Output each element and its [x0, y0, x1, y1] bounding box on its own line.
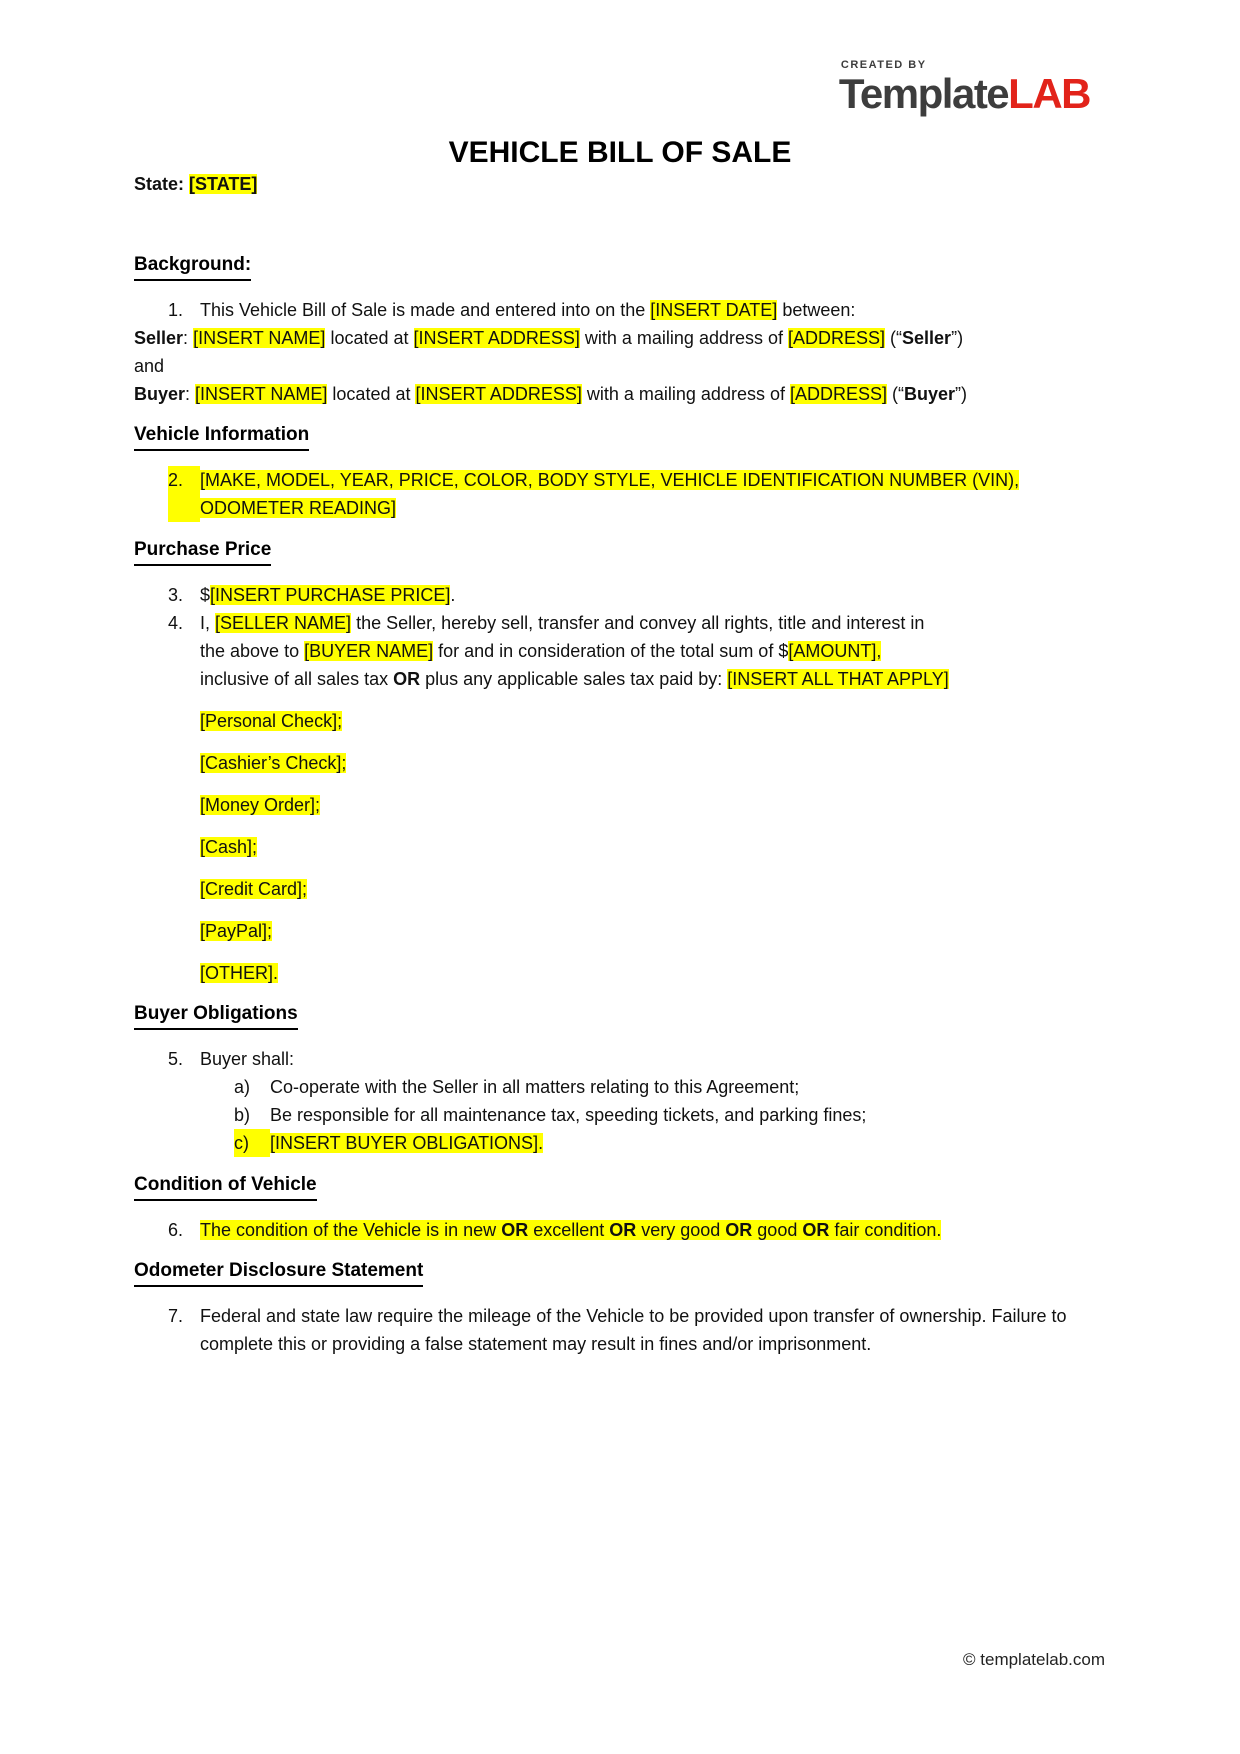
sub-item-b-marker: b) — [234, 1105, 251, 1125]
logo-template-text: Template — [838, 70, 1009, 117]
logo-brand-text — [838, 70, 1090, 117]
item-1-pre: This Vehicle Bill of Sale is made and entered into on the — [200, 300, 651, 320]
seller-mid1: located at — [325, 328, 414, 348]
list-item-7 — [134, 1302, 1105, 1358]
logo-lab-text: LAB — [1008, 70, 1090, 117]
page-title: VEHICLE BILL OF SALE — [448, 136, 792, 169]
sub-item-c-marker: c) — [234, 1129, 270, 1157]
section-heading-buyer-obligations: Buyer Obligations — [134, 1001, 298, 1030]
vehicle-details-placeholder-line2: ODOMETER READING] — [200, 498, 397, 518]
currency-symbol: $ — [200, 585, 211, 605]
buyer-address-placeholder: [INSERT ADDRESS] — [415, 384, 582, 404]
item-5-number: 5. — [168, 1049, 184, 1069]
buyer-paragraph — [134, 380, 1105, 408]
list-item-3 — [134, 581, 1105, 609]
condition-or2: OR — [609, 1220, 637, 1240]
item-1-post: between: — [777, 300, 856, 320]
section-heading-vehicle-information: Vehicle Information — [134, 422, 309, 451]
section-heading-odometer-disclosure: Odometer Disclosure Statement — [134, 1258, 423, 1287]
payment-method-text: [Money Order]; — [200, 795, 321, 815]
payment-method-text: [Cashier’s Check]; — [200, 753, 347, 773]
footer-copyright: © templatelab.com — [963, 1650, 1105, 1669]
item-7-number: 7. — [168, 1306, 184, 1326]
section-heading-purchase-price: Purchase Price — [134, 537, 271, 566]
item-4-mid1a: the Seller, hereby sell, transfer and convey all rights, title and interest in — [351, 613, 925, 633]
seller-quote-open: (“ — [885, 328, 903, 348]
payment-method-text: [PayPal]; — [200, 921, 273, 941]
item-3-text — [200, 581, 1105, 609]
seller-paragraph — [134, 324, 1105, 380]
sub-item-b — [134, 1101, 1105, 1129]
templatelab-logo — [839, 60, 1090, 115]
item-1-text — [200, 296, 1105, 324]
buyer-mid1: located at — [327, 384, 416, 404]
item-4-text — [200, 609, 1105, 693]
sub-item-b-text: Be responsible for all maintenance tax, speeding tickets, and parking fines; — [270, 1105, 867, 1125]
payment-method-text: [Credit Card]; — [200, 879, 308, 899]
payment-method-credit-card — [200, 875, 1105, 903]
sub-item-a — [134, 1073, 1105, 1101]
condition-seg3: very good — [636, 1220, 726, 1240]
payment-method-cashiers-check — [200, 749, 1105, 777]
seller-mid2: with a mailing address of — [579, 328, 788, 348]
list-item-5 — [134, 1045, 1105, 1073]
item-4-mid4: plus any applicable sales tax paid by: — [420, 669, 728, 689]
buyer-obligations-placeholder: [INSERT BUYER OBLIGATIONS]. — [270, 1133, 544, 1153]
sub-item-a-marker: a) — [234, 1077, 251, 1097]
logo-created-by-text: CREATED BY — [840, 59, 927, 71]
condition-seg2: excellent — [528, 1220, 610, 1240]
condition-seg1: The condition of the Vehicle is in new — [200, 1220, 502, 1240]
seller-name-placeholder: [INSERT NAME] — [193, 328, 326, 348]
condition-or1: OR — [501, 1220, 529, 1240]
buyer-name-placeholder: [INSERT NAME] — [195, 384, 328, 404]
document-body — [0, 170, 1240, 1358]
item-7-text: Federal and state law require the mileage of the Vehicle to be provided upon transfer of ownership. Failure to complete this or providing a false statement may result in fines and/or imprisonment. — [200, 1306, 1067, 1354]
payment-method-personal-check — [200, 707, 1105, 735]
state-value-placeholder: [STATE] — [189, 174, 258, 194]
item-4-mid2: for and in consideration of the total sum of $ — [433, 641, 789, 661]
buyer-sep: : — [185, 384, 196, 404]
vehicle-details-placeholder-line1: [MAKE, MODEL, YEAR, PRICE, COLOR, BODY STYLE, VEHICLE IDENTIFICATION NUMBER (VIN), — [200, 470, 1020, 490]
item-4-number: 4. — [168, 613, 184, 633]
item-6-text — [200, 1216, 1105, 1244]
list-item-4 — [134, 609, 1105, 693]
list-item-1 — [134, 296, 1105, 324]
seller-mailing-placeholder: [ADDRESS] — [788, 328, 886, 348]
sub-item-a-text: Co-operate with the Seller in all matters relating to this Agreement; — [270, 1077, 800, 1097]
item-5-text: Buyer shall: — [200, 1049, 295, 1069]
list-item-6 — [134, 1216, 1105, 1244]
seller-address-placeholder: [INSERT ADDRESS] — [413, 328, 580, 348]
buyer-quote-close: ”) — [955, 384, 968, 404]
seller-name-placeholder-2: [SELLER NAME] — [215, 613, 352, 633]
item-6-number: 6. — [168, 1220, 184, 1240]
seller-quoted-term: Seller — [902, 328, 952, 348]
item-4-mid1b: the above to — [200, 641, 305, 661]
item-2-number: 2. — [168, 466, 200, 522]
payment-method-other — [200, 959, 1105, 987]
buyer-quote-open: (“ — [887, 384, 905, 404]
state-label: State: — [134, 174, 185, 194]
item-3-number: 3. — [168, 585, 184, 605]
seller-label: Seller — [134, 328, 184, 348]
buyer-name-placeholder-2: [BUYER NAME] — [304, 641, 434, 661]
buyer-quoted-term: Buyer — [904, 384, 956, 404]
sub-item-c-text — [270, 1129, 1105, 1157]
item-2-text — [200, 466, 1105, 522]
condition-or3: OR — [725, 1220, 753, 1240]
seller-sep: : — [183, 328, 194, 348]
payment-method-text: [OTHER]. — [200, 963, 279, 983]
payment-method-text: [Personal Check]; — [200, 711, 343, 731]
sub-item-c — [134, 1129, 1105, 1157]
payment-method-text: [Cash]; — [200, 837, 258, 857]
buyer-mailing-placeholder: [ADDRESS] — [789, 384, 888, 404]
item-4-or: OR — [393, 669, 421, 689]
condition-seg4: good — [752, 1220, 803, 1240]
condition-or4: OR — [802, 1220, 830, 1240]
item-1-number: 1. — [168, 300, 184, 320]
item-4-pre: I, — [200, 613, 216, 633]
condition-seg5: fair condition. — [829, 1220, 942, 1240]
section-heading-background: Background: — [134, 252, 251, 281]
payment-method-cash — [200, 833, 1105, 861]
payment-method-money-order — [200, 791, 1105, 819]
payment-method-paypal — [200, 917, 1105, 945]
section-heading-condition-of-vehicle: Condition of Vehicle — [134, 1172, 317, 1201]
state-line — [134, 170, 1105, 198]
insert-date-placeholder: [INSERT DATE] — [650, 300, 778, 320]
buyer-mid2: with a mailing address of — [581, 384, 790, 404]
amount-placeholder: [AMOUNT], — [788, 641, 882, 661]
list-item-2 — [134, 466, 1105, 522]
insert-all-that-apply-placeholder: [INSERT ALL THAT APPLY] — [727, 669, 949, 689]
item-4-mid3: inclusive of all sales tax — [200, 669, 394, 689]
seller-quote-close: ”) — [951, 328, 964, 348]
purchase-price-placeholder: [INSERT PURCHASE PRICE] — [210, 585, 451, 605]
buyer-label: Buyer — [134, 384, 186, 404]
seller-and: and — [134, 356, 165, 376]
item-3-period: . — [450, 585, 456, 605]
